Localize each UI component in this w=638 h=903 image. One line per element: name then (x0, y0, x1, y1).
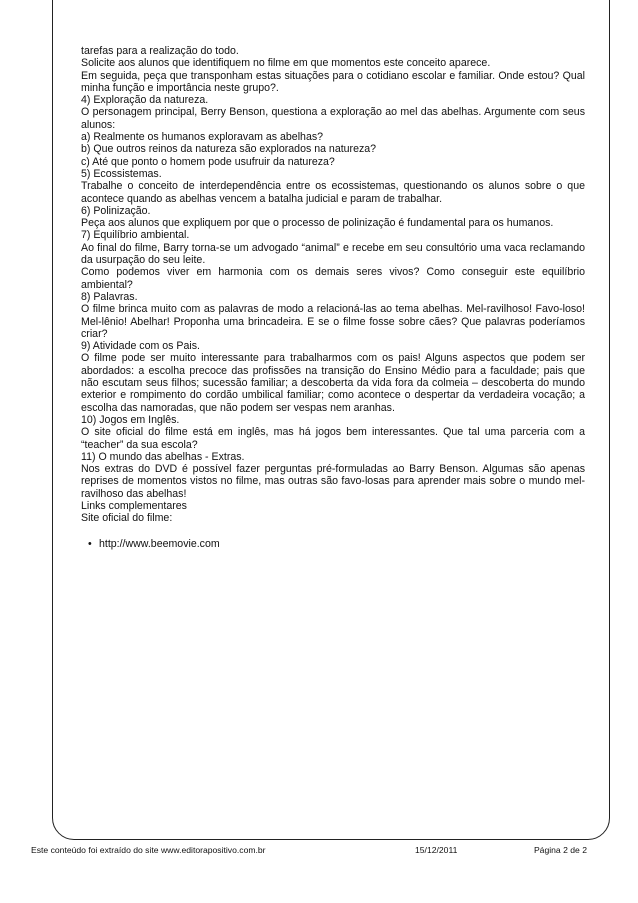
links-label: Site oficial do filme: (81, 512, 173, 525)
section-heading: 11) O mundo das abelhas - Extras. (81, 450, 245, 463)
link-list (81, 538, 585, 550)
paragraph: Solicite aos alunos que identifiquem no filme em que momentos este conceito aparece. (81, 57, 491, 70)
section-heading: 5) Ecossistemas. (81, 167, 162, 180)
page-footer (31, 845, 587, 859)
footer-source: Este conteúdo foi extraído do site www.editorapositivo.com.br (31, 845, 266, 855)
question-item: a) Realmente os humanos exploravam as abelhas? (81, 131, 324, 144)
paragraph: Ao final do filme, Barry torna-se um advogado “animal” e recebe em seu consultório uma vaca reclamando da usurpação do seu leite. (81, 241, 585, 267)
footer-page-number: Página 2 de 2 (533, 845, 587, 855)
section-heading: 9) Atividade com os Pais. (81, 340, 200, 353)
section-heading: 4) Exploração da natureza. (81, 94, 209, 107)
paragraph: Peça aos alunos que expliquem por que o processo de polinização é fundamental para os humanos. (81, 217, 554, 230)
paragraph: O filme brinca muito com as palavras de modo a relacioná-las ao tema abelhas. Mel-ravilhoso! Favo-loso! Mel-lênio! Abelhar! Proponha uma brincadeira. E se o filme fosse sobre cães? Que palavras poderíamos criar? (81, 303, 585, 340)
links-heading: Links complementares (81, 499, 187, 512)
paragraph: O site oficial do filme está em inglês, mas há jogos bem interessantes. Que tal uma parceria com a “teacher” da sua escola? (81, 426, 585, 451)
question-item: b) Que outros reinos da natureza são explorados na natureza? (81, 143, 377, 156)
section-heading: 8) Palavras. (81, 290, 138, 303)
paragraph: O filme pode ser muito interessante para trabalharmos com os pais! Alguns aspectos que podem ser abordados: a escolha precoce das profissões na transição do Ensino Médio para a faculdade; pais que não escutam seus filhos; sucessão familiar; a descoberta da vida fora da colmeia – descoberta do mundo exterior e rompimento do cordão umbilical familiar; como acontece o despertar da verdadeira vocação; a escolha das namoradas, que não podem ser vespas nem aranhas. (81, 352, 585, 414)
footer-date: 15/12/2011 (415, 845, 458, 855)
paragraph: Como podemos viver em harmonia com os demais seres vivos? Como conseguir este equilíbrio ambiental? (81, 266, 585, 291)
section-heading: 6) Polinização. (81, 204, 151, 217)
bullet-icon: • (88, 537, 92, 550)
question-item: c) Até que ponto o homem pode usufruir da natureza? (81, 155, 335, 168)
paragraph: O personagem principal, Berry Benson, questiona a exploração ao mel das abelhas. Argumente com seus alunos: (81, 106, 585, 131)
paragraph: tarefas para a realização do todo. (81, 45, 239, 57)
paragraph: Nos extras do DVD é possível fazer perguntas pré-formuladas ao Barry Benson. Algumas são apenas reprises de momentos vistos no filme, mas outras são favo-losas para aprender mais sobre o mundo mel-ravilhoso das abelhas! (81, 463, 585, 500)
paragraph: Trabalhe o conceito de interdependência entre os ecossistemas, questionando os alunos sobre o que acontece quando as abelhas vencem a batalha judicial e param de trabalhar. (81, 180, 585, 205)
paragraph: Em seguida, peça que transponham estas situações para o cotidiano escolar e familiar. Onde estou? Qual minha função e importância neste grupo?. (81, 69, 585, 94)
section-heading: 10) Jogos em Inglês. (81, 413, 180, 426)
list-item (78, 538, 585, 550)
section-heading: 7) Equilíbrio ambiental. (81, 229, 190, 242)
website-link[interactable]: http://www.beemovie.com (99, 537, 220, 550)
document-body (81, 45, 585, 550)
